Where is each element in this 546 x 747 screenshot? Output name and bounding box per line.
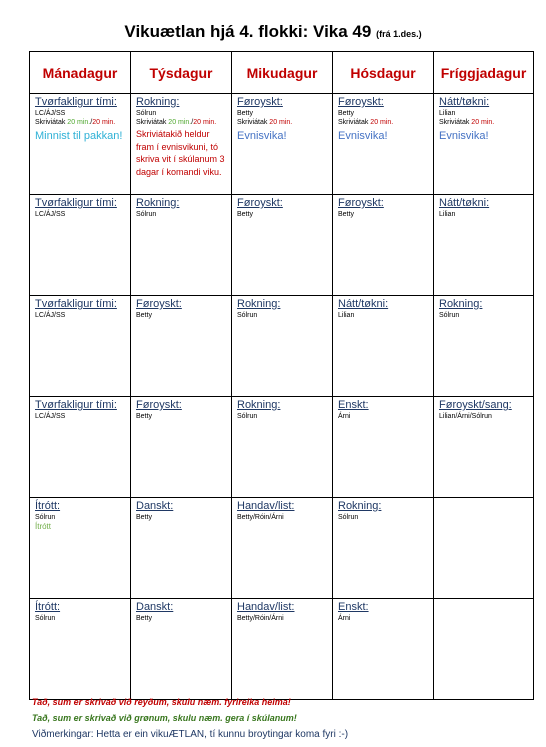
subject-label: Føroyskt: [136,399,182,411]
schedule-cell [131,498,232,599]
subject-label: Danskt: [136,500,174,512]
title-main: Vikuætlan hjá 4. flokki: Vika 49 [124,22,372,41]
teacher-label: Sólrun [35,514,56,521]
schedule-cell [30,599,131,700]
schedule-cell [232,195,333,296]
schedule-cell [333,498,434,599]
schedule-cell [131,94,232,195]
theme-week-note: Evnisvika! [338,130,388,142]
teacher-label: Lilian/Árni/Sólrun [439,413,492,420]
schedule-cell [434,94,534,195]
schedule-cell [131,599,232,700]
teacher-label: Betty/Róin/Árni [237,514,284,521]
teacher-label: Betty [338,211,354,218]
schedule-cell [333,599,434,700]
subject-label: Nátt/tøkni: [338,298,389,310]
teacher-label: Betty [136,615,152,622]
teacher-label: Árni [338,615,351,622]
teacher-label: Betty [237,211,253,218]
subject-label: Føroyskt/sang: [439,399,512,411]
subject-label: Tvørfakligur tími: [35,197,117,209]
teacher-label: Sólrun [338,514,359,521]
task-note: Skriviátak 20 min. [237,119,293,126]
subject-label: Enskt: [338,399,369,411]
teacher-label: Sólrun [35,615,56,622]
subject-label: Ítrótt: [35,500,61,512]
schedule-cell [131,195,232,296]
subject-label: Føroyskt: [338,96,384,108]
day-header-row [30,52,534,94]
teacher-label: Betty [338,110,354,117]
teacher-label: Betty [237,110,253,117]
schedule-cell [434,397,534,498]
schedule-cell [434,296,534,397]
schedule-cell [30,296,131,397]
schedule-cell [30,397,131,498]
task-note: Skriviátak 20 min. [439,119,495,126]
subject-label: Handav/list: [237,601,295,613]
schedule-cell [30,94,131,195]
schedule-cell [30,195,131,296]
teacher-label: Sólrun [136,211,157,218]
subject-label: Tvørfakligur tími: [35,96,117,108]
day-header: Fríggjadagur [434,52,534,94]
table-row [30,599,534,700]
subject-label: Føroyskt: [237,197,283,209]
teacher-label: Sólrun [136,110,157,117]
teacher-label: Betty [136,413,152,420]
teacher-label: Betty/Róin/Árni [237,615,284,622]
in-school-note: Ítrótt [35,522,52,531]
schedule-cell-empty [434,498,534,599]
teacher-label: LC/ÁJ/SS [35,211,66,218]
subject-label: Rokning: [439,298,483,310]
schedule-cell [333,94,434,195]
day-header: Mánadagur [30,52,131,94]
day-header: Mikudagur [232,52,333,94]
subject-label: Enskt: [338,601,369,613]
schedule-cell [232,599,333,700]
schedule-cell [232,296,333,397]
theme-week-note: Evnisvika! [439,130,489,142]
schedule-cell [232,498,333,599]
subject-label: Tvørfakligur tími: [35,298,117,310]
schedule-cell-empty [434,599,534,700]
subject-label: Tvørfakligur tími: [35,399,117,411]
teacher-label: Betty [136,514,152,521]
task-note: Skriviátak 20 min./20 min. [35,119,116,126]
homework-legend: Tað, sum er skrivað við reyðum, skulu næm. fyrireika heima! [32,697,291,707]
task-note: Skriviátak 20 min. [338,119,394,126]
schedule-cell [30,498,131,599]
schedule-cell [232,397,333,498]
teacher-label: LC/ÁJ/SS [35,312,66,319]
page-title [0,22,546,42]
table-row [30,397,534,498]
day-header: Hósdagur [333,52,434,94]
theme-week-note: Evnisvika! [237,130,287,142]
teacher-label: LC/ÁJ/SS [35,413,66,420]
teacher-label: Árni [338,413,351,420]
teacher-label: Sólrun [237,413,258,420]
teacher-label: Lilian [338,312,355,319]
remarks-note: Viðmerkingar: Hetta er ein vikuÆTLAN, tí kunnu broytingar koma fyri :-) [32,729,349,740]
subject-label: Nátt/tøkni: [439,96,490,108]
schedule-cell [434,195,534,296]
teacher-label: Sólrun [237,312,258,319]
subject-label: Rokning: [237,399,281,411]
teacher-label: Lilian [439,211,456,218]
schedule-cell [131,397,232,498]
schedule-cell [131,296,232,397]
teacher-label: Betty [136,312,152,319]
teacher-label: Lilian [439,110,456,117]
schedule-table [29,51,534,700]
homework-note: Skriviátakið heldur fram í evnisvikuni, tó skriva vit í skúlanum 3 dagar í komandi viku. [136,129,225,177]
subject-label: Handav/list: [237,500,295,512]
subject-label: Føroyskt: [237,96,283,108]
teacher-label: Sólrun [439,312,460,319]
in-school-legend: Tað, sum er skrivað við grønum, skulu næm. gera í skúlanum! [32,713,297,723]
table-row [30,94,534,195]
table-row [30,498,534,599]
schedule-cell [333,195,434,296]
reminder-note: Minnist til pakkan! [35,130,123,142]
subject-label: Rokning: [338,500,382,512]
schedule-cell [232,94,333,195]
schedule-cell [333,296,434,397]
day-header: Týsdagur [131,52,232,94]
schedule-cell [333,397,434,498]
subject-label: Danskt: [136,601,174,613]
task-note: Skriviátak 20 min./20 min. [136,119,217,126]
subject-label: Rokning: [237,298,281,310]
subject-label: Rokning: [136,96,180,108]
subject-label: Ítrótt: [35,601,61,613]
title-subtitle: (frá 1.des.) [376,29,422,39]
teacher-label: LC/ÁJ/SS [35,110,66,117]
subject-label: Føroyskt: [338,197,384,209]
table-row [30,195,534,296]
subject-label: Nátt/tøkni: [439,197,490,209]
subject-label: Rokning: [136,197,180,209]
subject-label: Føroyskt: [136,298,182,310]
table-row [30,296,534,397]
